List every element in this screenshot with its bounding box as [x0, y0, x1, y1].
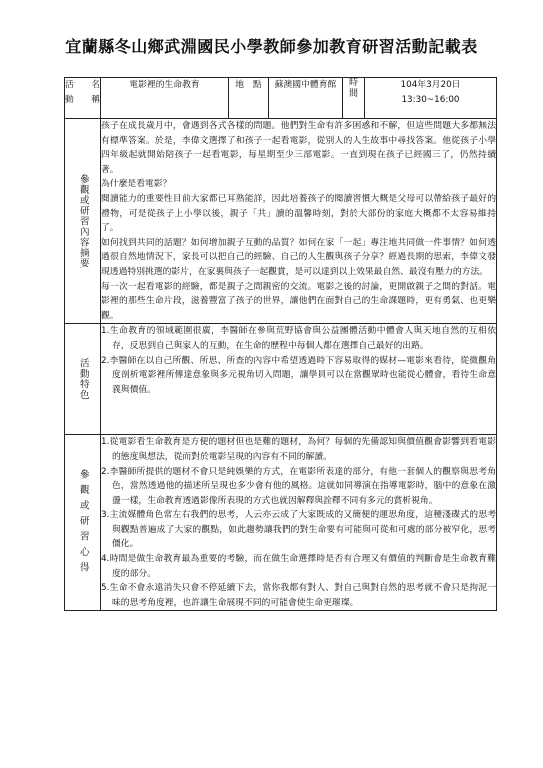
features-content	[101, 324, 497, 435]
reflections-item: 3.主流媒體角色常左右我們的思考，人云亦云成了大家既成的又簡便的運思角度，這種淺碟式的思考與觀點普遍成了大家的觀點，如此趨勢讓我們的對生命要有可能與可從和可處的部分被窄化，思考僵化。	[101, 510, 496, 550]
date-time-cell	[365, 78, 497, 119]
features-row	[65, 324, 497, 435]
summary-row	[65, 119, 497, 324]
reflections-item: 4.時間是做生命教育最為重要的考驗，而在做生命選擇時是否有合理又有價值的判斷會是生命教育難度的部分。	[101, 554, 496, 579]
time-label-text: 時 間	[348, 78, 368, 99]
features-item: 1.生命教育的領域範圍很廣，李醫師在參與荒野協會與公益團體活動中體會人與天地自然的互相依存，反思到自己與家人的互動，在生命的歷程中每個人都在選擇自己最好的出路。	[101, 326, 496, 351]
location-value: 蘇澳國中體育館	[269, 78, 343, 119]
reflections-content	[101, 435, 497, 611]
reflections-row	[65, 435, 497, 611]
reflections-item: 1.從電影看生命教育是方便的題材但也是難的題材，為何？每個的先備認知與價值觀會影響到看電影的態度與想法，從而對於電影呈現的內容有不同的解讀。	[101, 437, 496, 462]
features-label-cell	[65, 324, 101, 435]
summary-paragraph: 如何找到共同的話題？如何增加親子互動的品質？如何在家「一起」專注地共同做一件事情？如何透過很自然地情況下，家長可以把自己的經驗、自己的人生觀與孩子分享？經過長期的思索，李偉文發現透過特別挑選的影片，在家裏與孩子一起觀賞，是可以達到以上效果最自然、最沒有壓力的方法。	[101, 237, 496, 277]
reflections-item: 5.生命不會永遠消失只會不停延續下去，當你我都有對人、對自己與對自然的思考就不會只是拘泥一味的思考角度裡，也許讓生命展現不同的可能會使生命更璀璨。	[101, 583, 496, 608]
features-item: 2.李醫師在以自己所觀、所思、所查的內容中希望透過時下容易取得的媒材—電影來看待，從微觀角度剖析電影裡所傳達意象與多元視角切入問題，讓學員可以在當觀眾時也能從心體會，看待生命意義與價值。	[101, 355, 496, 395]
date-value: 104年3月20日	[400, 80, 461, 90]
summary-label-cell	[65, 119, 101, 324]
activity-record-table	[64, 77, 497, 611]
summary-paragraph: 孩子在成長歲月中，會遇到各式各樣的問題。他們對生命有許多困惑和不解，但這些問題大多都無法有標準答案。於是，李偉文選擇了和孩子一起看電影，從別人的人生故事中尋找答案。他從孩子小學四年級起就開始陪孩子一起看電影，每星期至少三部電影。一直到現在孩子已經國三了，仍然持續著。	[101, 121, 496, 175]
summary-content	[101, 119, 497, 324]
reflections-item: 2.李醫師所提供的題材不會只是純娛樂的方式，在電影所表達的部分，有他一套個人的觀察與思考角色，當然透過他的描述所呈現也多少會有他的風格。這就如同導演在指導電影時，腦中的意象在激盪一樣，生命教育透過影像所表現的方式也就因解釋與詮釋不同有多元的賞析視角。	[101, 466, 496, 506]
activity-name-label-bottom: 動 稱	[65, 94, 100, 105]
activity-name-label-top: 活 名	[65, 80, 100, 90]
time-label	[343, 78, 368, 119]
activity-name-label	[65, 78, 101, 119]
activity-name-value: 電影裡的生命教育	[101, 78, 229, 119]
summary-paragraph: 為什麼是看電影？	[101, 179, 172, 190]
location-label: 地 點	[229, 78, 269, 119]
header-row	[65, 78, 497, 119]
summary-label: 參觀或研習內容摘要	[77, 173, 89, 269]
page-title: 宜蘭縣冬山鄉武淵國民小學教師參加教育研習活動記載表	[65, 37, 478, 56]
features-label: 活動特色	[77, 358, 89, 401]
reflections-label-cell	[65, 435, 101, 611]
summary-paragraph: 每一次一起看電影的經驗，都是親子之間親密的交流。電影之後的討論，更開啟親子之間的對話。電影裡的那些生命片段，滋養豐富了孩子的世界，讓他們在面對自己的生命課題時，更有勇氣、也更樂觀。	[101, 281, 496, 321]
summary-paragraph: 閱讀能力的重要性目前大家都已耳熟能詳，因此培養孩子的閱讀習慣大概是父母可以帶給孩子最好的禮物，可是從孩子上小學以後，親子「共」讀的溫馨時刻，對於大部份的家庭大概都不太容易維持了。	[101, 193, 496, 234]
reflections-label: 參觀或研習心得	[77, 468, 89, 578]
time-value: 13:30~16:00	[401, 94, 460, 105]
